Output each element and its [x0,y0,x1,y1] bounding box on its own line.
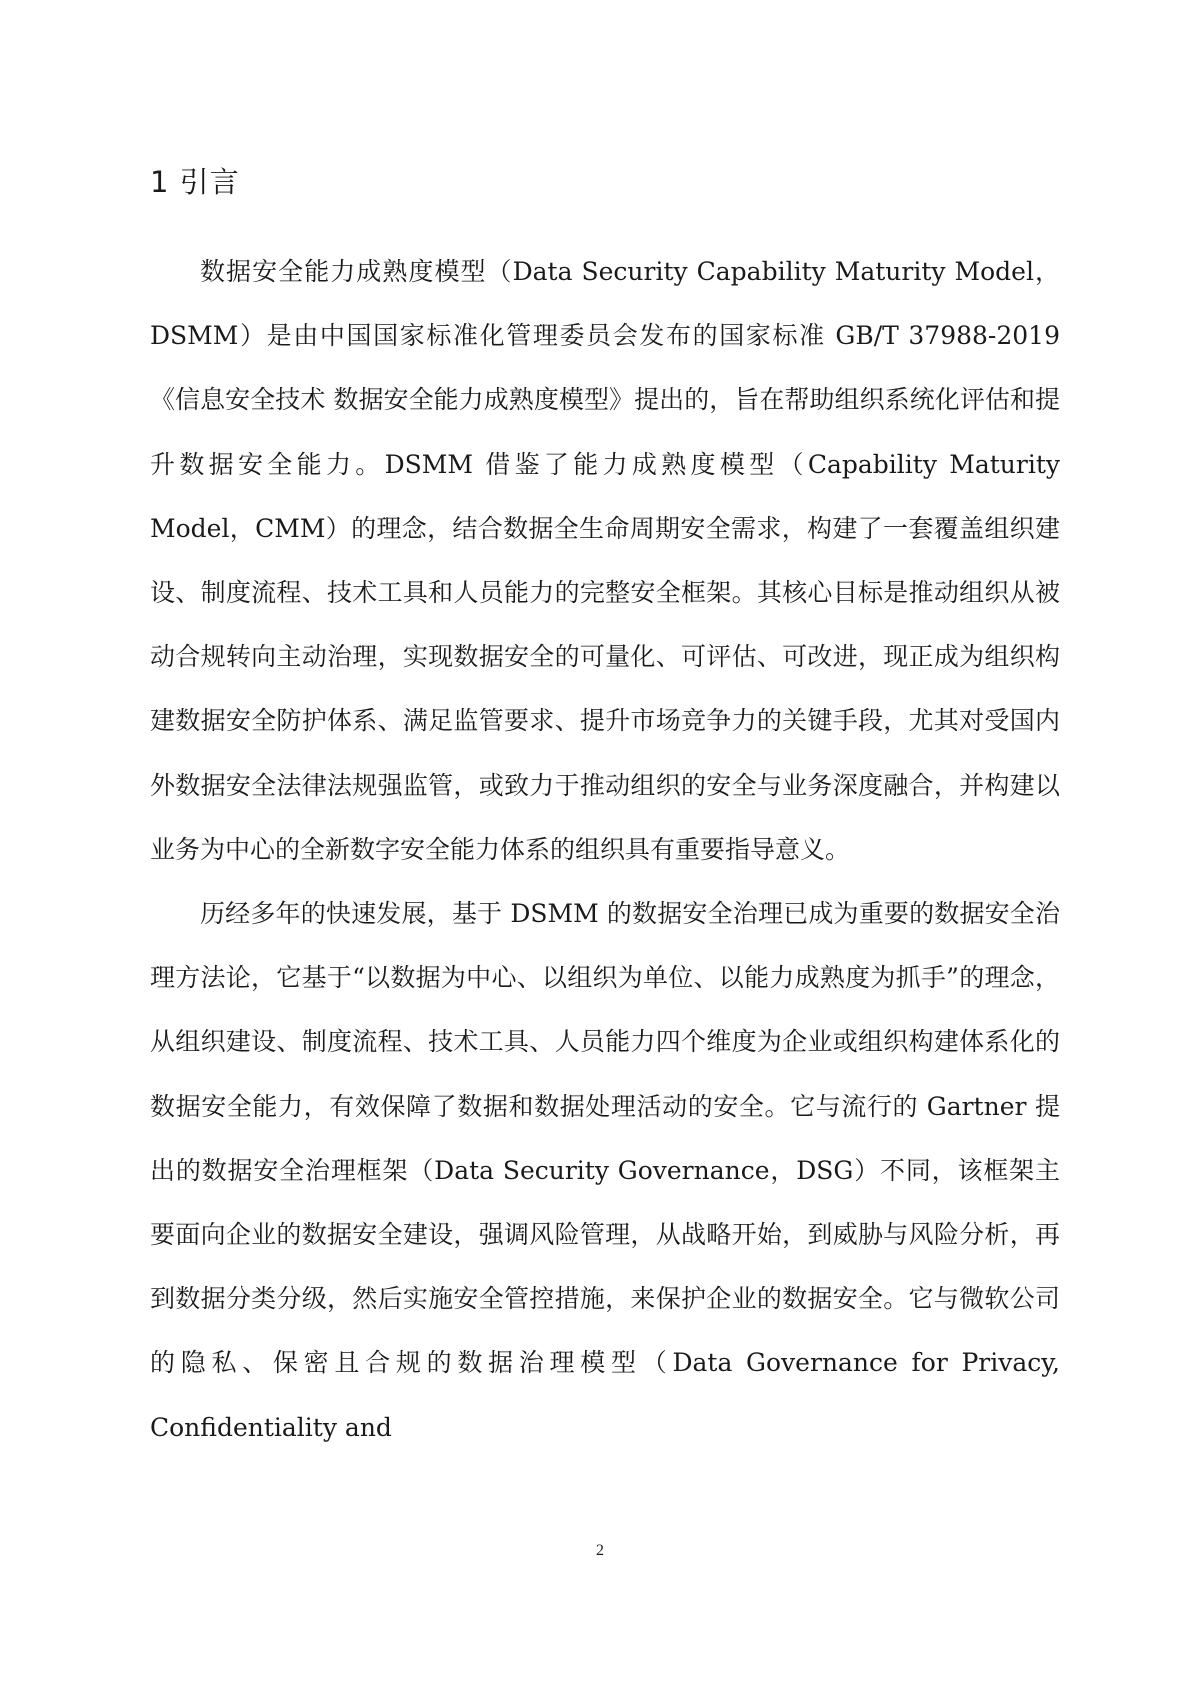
section-heading: 1 引言 [150,165,240,199]
paragraph-dsmm-development: 历经多年的快速发展，基于 DSMM 的数据安全治理已成为重要的数据安全治理方法论，它基于“以数据为中心、以组织为单位、以能力成熟度为抓手”的理念，从组织建设、制度流程、技术工具、人员能力四个维度为企业或组织构建体系化的数据安全能力，有效保障了数据和数据处理活动的安全。它与流行的 Gartner 提出的数据安全治理框架（Data Security Governance，DSG）不同，该框架主要面向企业的数据安全建设，强调风险管理，从战略开始，到威胁与风险分析，再到数据分类分级，然后实施安全管控措施，来保护企业的数据安全。它与微软公司的隐私、保密且合规的数据治理模型（Data Governance for Privacy, Confidentiality and [150,899,1060,1442]
page-number: 2 [596,1542,604,1559]
paragraph-dsmm-intro: 数据安全能力成熟度模型（Data Security Capability Maturity Model，DSMM）是由中国国家标准化管理委员会发布的国家标准 GB/T 37988-2019《信息安全技术 数据安全能力成熟度模型》提出的，旨在帮助组织系统化评估和提升数据安全能力。DSMM 借鉴了能力成熟度模型（Capability Maturity Model，CMM）的理念，结合数据全生命周期安全需求，构建了一套覆盖组织建设、制度流程、技术工具和人员能力的完整安全框架。其核心目标是推动组织从被动合规转向主动治理，实现数据安全的可量化、可评估、可改进，现正成为组织构建数据安全防护体系、满足监管要求、提升市场竞争力的关键手段，尤其对受国内外数据安全法律法规强监管，或致力于推动组织的安全与业务深度融合，并构建以业务为中心的全新数字安全能力体系的组织具有重要指导意义。 [150,257,1060,864]
body-text [150,240,1060,1460]
